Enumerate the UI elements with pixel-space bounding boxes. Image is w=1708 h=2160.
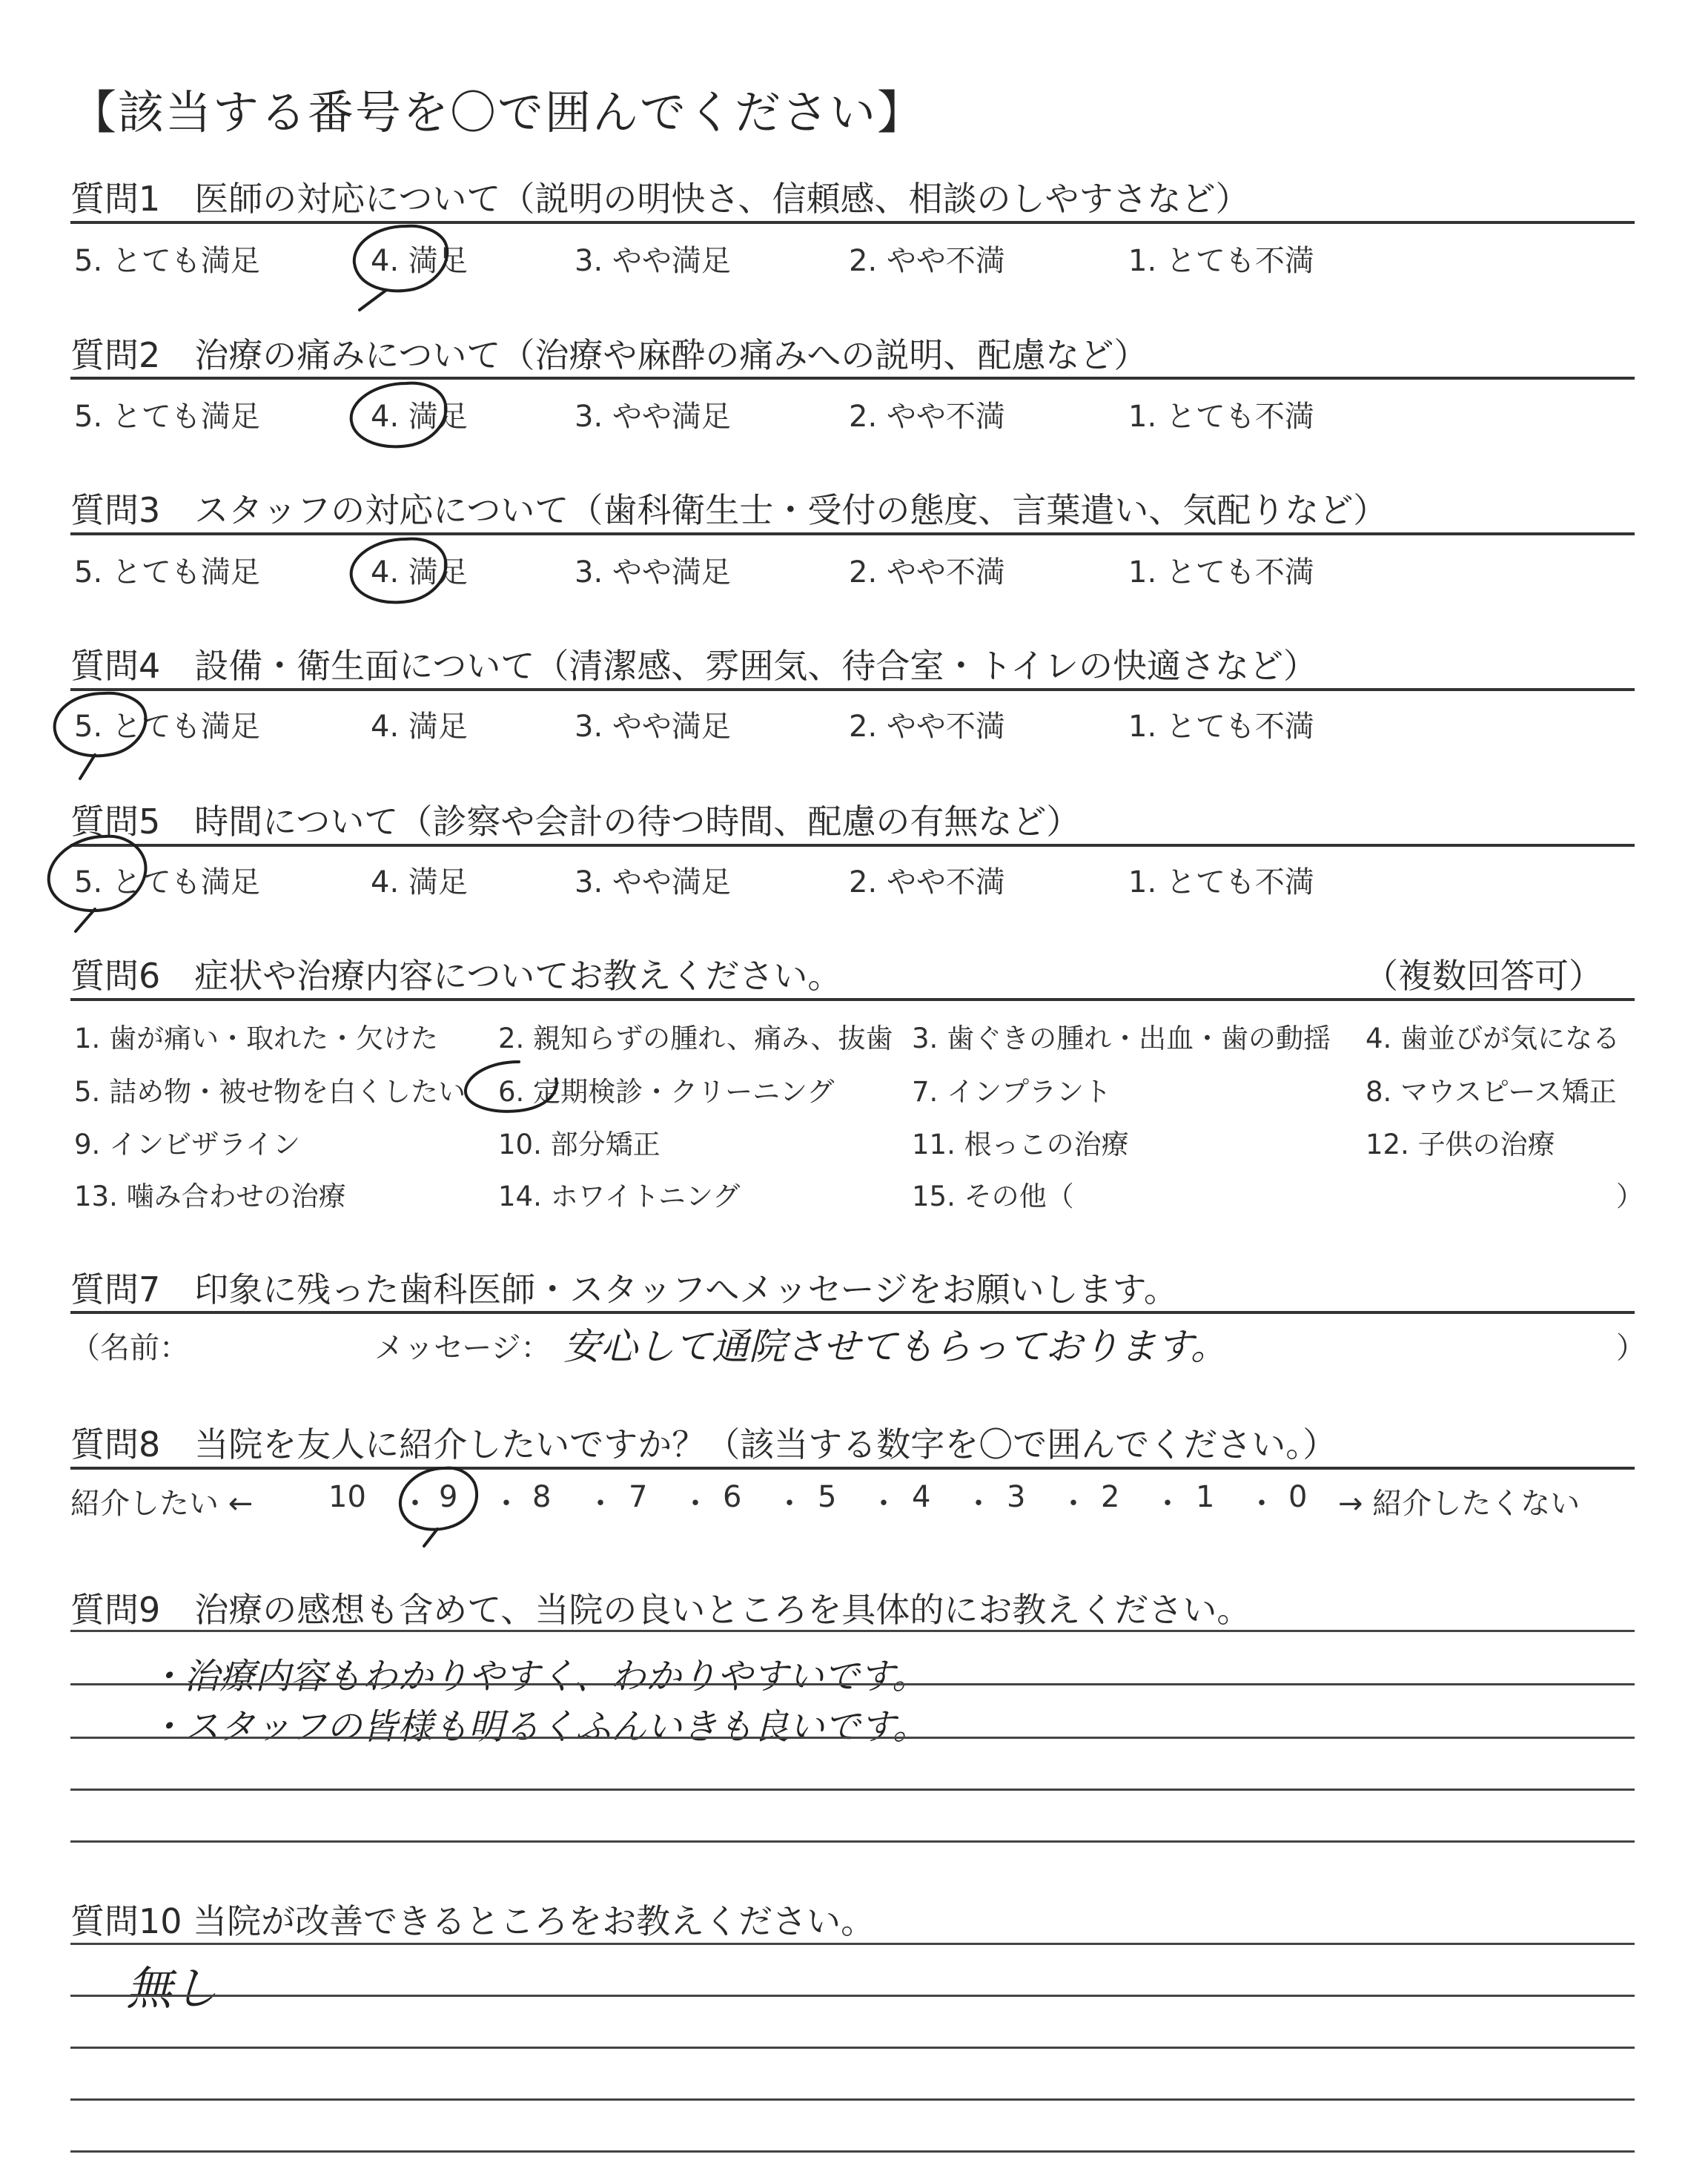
question-8-title: 質問8 当院を友人に紹介したいですか？（該当する数字を〇で囲んでください。） [70,1424,1337,1464]
q6-option-1[interactable]: 1. 歯が痛い・取れた・欠けた [74,1023,439,1054]
question-7-title: 質問7 印象に残った歯科医師・スタッフへメッセージをお願いします。 [70,1269,1178,1309]
q5-option-1[interactable]: 1. とても不満 [1128,865,1314,899]
q6-option-5[interactable]: 5. 詰め物・被せ物を白くしたい [74,1076,466,1108]
q6-other-close: ） [1616,1180,1644,1212]
q8-scale-dot: ・ [964,1487,993,1521]
q6-option-13[interactable]: 13. 噛み合わせの治療 [74,1180,346,1212]
q8-scale-4[interactable]: 4 [912,1480,931,1514]
q9-answer-line [70,1737,1635,1739]
q8-scale-10[interactable]: 10 [328,1480,366,1514]
q8-scale-dot: ・ [586,1487,615,1521]
q6-option-9[interactable]: 9. インビザライン [74,1129,300,1160]
q6-option-2[interactable]: 2. 親知らずの腫れ、痛み、抜歯 [498,1023,893,1054]
q8-scale-7[interactable]: 7 [629,1480,648,1514]
q3-option-4[interactable]: 4. 満足 [371,555,468,589]
q10-answer-line [70,1943,1635,1945]
q2-option-2[interactable]: 2. やや不満 [849,400,1005,434]
q9-answer-line [70,1683,1635,1685]
q7-message-label: メッセージ： [374,1331,551,1365]
question-4-rule [70,688,1635,691]
q6-option-11[interactable]: 11. 根っこの治療 [912,1129,1129,1160]
q8-scale-6[interactable]: 6 [723,1480,742,1514]
q8-left-label: 紹介したい ← [70,1487,254,1521]
q6-option-8[interactable]: 8. マウスピース矯正 [1366,1076,1617,1108]
question-1-rule [70,221,1635,224]
q4-selection-tail [80,755,95,779]
question-9-title: 質問9 治療の感想も含めて、当院の良いところを具体的にお教えください。 [70,1590,1251,1630]
q1-option-1[interactable]: 1. とても不満 [1128,244,1314,278]
question-6-note: （複数回答可） [1364,956,1603,996]
q8-scale-dot: ・ [1059,1487,1088,1521]
q3-option-3[interactable]: 3. やや満足 [575,555,731,589]
q4-option-2[interactable]: 2. やや不満 [849,710,1005,744]
q3-option-2[interactable]: 2. やや不満 [849,555,1005,589]
q4-option-4[interactable]: 4. 満足 [371,710,468,744]
question-1-title: 質問1 医師の対応について（説明の明快さ、信頼感、相談のしやすさなど） [70,179,1250,219]
q8-scale-9[interactable]: 9 [439,1480,458,1514]
q9-answer-line [70,1630,1635,1632]
q2-option-4[interactable]: 4. 満足 [371,400,468,434]
question-5-title: 質問5 時間について（診察や会計の待つ時間、配慮の有無など） [70,802,1081,842]
q6-option-14[interactable]: 14. ホワイトニング [498,1180,741,1212]
question-3-rule [70,532,1635,535]
q8-scale-8[interactable]: 8 [532,1480,552,1514]
q2-option-3[interactable]: 3. やや満足 [575,400,731,434]
q7-close-paren: ） [1616,1331,1646,1365]
q1-option-3[interactable]: 3. やや満足 [575,244,731,278]
question-6-rule [70,998,1635,1001]
q8-right-label: → 紹介したくない [1338,1487,1580,1521]
q2-option-1[interactable]: 1. とても不満 [1128,400,1314,434]
q9-answer-line [70,1840,1635,1843]
q8-scale-dot: ・ [400,1487,430,1521]
q9-answer-1[interactable]: ・治療内容もわかりやすく、わかりやすいです。 [148,1656,928,1697]
question-2-title: 質問2 治療の痛みについて（治療や麻酔の痛みへの説明、配慮など） [70,335,1148,375]
question-4-title: 質問4 設備・衛生面について（清潔感、雰囲気、待合室・トイレの快適さなど） [70,646,1318,686]
q6-option-3[interactable]: 3. 歯ぐきの腫れ・出血・歯の動揺 [912,1023,1331,1054]
q4-option-1[interactable]: 1. とても不満 [1128,710,1314,744]
q5-option-3[interactable]: 3. やや満足 [575,865,731,899]
q9-answer-line [70,1789,1635,1791]
question-10-title: 質問10 当院が改善できるところをお教えください。 [70,1901,875,1941]
q7-name-label: （名前： [70,1331,189,1365]
question-7-rule [70,1311,1635,1314]
question-2-rule [70,377,1635,380]
q5-option-4[interactable]: 4. 満足 [371,865,468,899]
q8-scale-5[interactable]: 5 [818,1480,837,1514]
q6-option-15[interactable]: 15. その他（ [912,1180,1074,1212]
q4-option-5[interactable]: 5. とても満足 [74,710,260,744]
q8-scale-1[interactable]: 1 [1196,1480,1215,1514]
q1-option-2[interactable]: 2. やや不満 [849,244,1005,278]
q10-answer-line [70,2150,1635,2153]
q8-selection-tail [424,1529,437,1546]
q8-scale-dot: ・ [681,1487,710,1521]
q2-option-5[interactable]: 5. とても満足 [74,400,260,434]
form-title: 【該当する番号を〇で囲んでください】 [70,85,925,139]
q8-scale-dot: ・ [869,1487,898,1521]
question-6-title: 質問6 症状や治療内容についてお教えください。 [70,956,842,996]
q5-option-5[interactable]: 5. とても満足 [74,865,260,899]
q10-answer-line [70,2098,1635,2101]
q1-option-5[interactable]: 5. とても満足 [74,244,260,278]
q6-option-6[interactable]: 6. 定期検診・クリーニング [498,1076,835,1108]
q6-option-4[interactable]: 4. 歯並びが気になる [1366,1023,1621,1054]
q10-answer-line [70,2047,1635,2049]
q3-option-5[interactable]: 5. とても満足 [74,555,260,589]
q8-scale-dot: ・ [775,1487,804,1521]
q8-scale-2[interactable]: 2 [1101,1480,1120,1514]
q6-option-7[interactable]: 7. インプラント [912,1076,1112,1108]
q1-selection-tail [360,291,385,310]
q5-selection-tail [76,909,95,931]
q10-answer-line [70,1995,1635,1997]
q8-scale-dot: ・ [491,1487,521,1521]
q8-scale-3[interactable]: 3 [1007,1480,1026,1514]
q1-option-4[interactable]: 4. 満足 [371,244,468,278]
q8-scale-0[interactable]: 0 [1288,1480,1308,1514]
q6-option-10[interactable]: 10. 部分矯正 [498,1129,661,1160]
q3-option-1[interactable]: 1. とても不満 [1128,555,1314,589]
question-5-rule [70,844,1635,847]
q9-answer-2[interactable]: ・スタッフの皆様も明るくふんいきも良いです。 [148,1706,929,1748]
question-8-rule [70,1467,1635,1470]
q8-scale-dot: ・ [1247,1487,1277,1521]
question-3-title: 質問3 スタッフの対応について（歯科衛生士・受付の態度、言葉遣い、気配りなど） [70,490,1388,530]
q6-option-12[interactable]: 12. 子供の治療 [1366,1129,1555,1160]
q4-option-3[interactable]: 3. やや満足 [575,710,731,744]
q10-answer[interactable]: 無し [126,1961,219,2015]
q7-message-text[interactable]: 安心して通院させてもらっております。 [563,1325,1228,1368]
q8-scale-dot: ・ [1153,1487,1182,1521]
q5-option-2[interactable]: 2. やや不満 [849,865,1005,899]
